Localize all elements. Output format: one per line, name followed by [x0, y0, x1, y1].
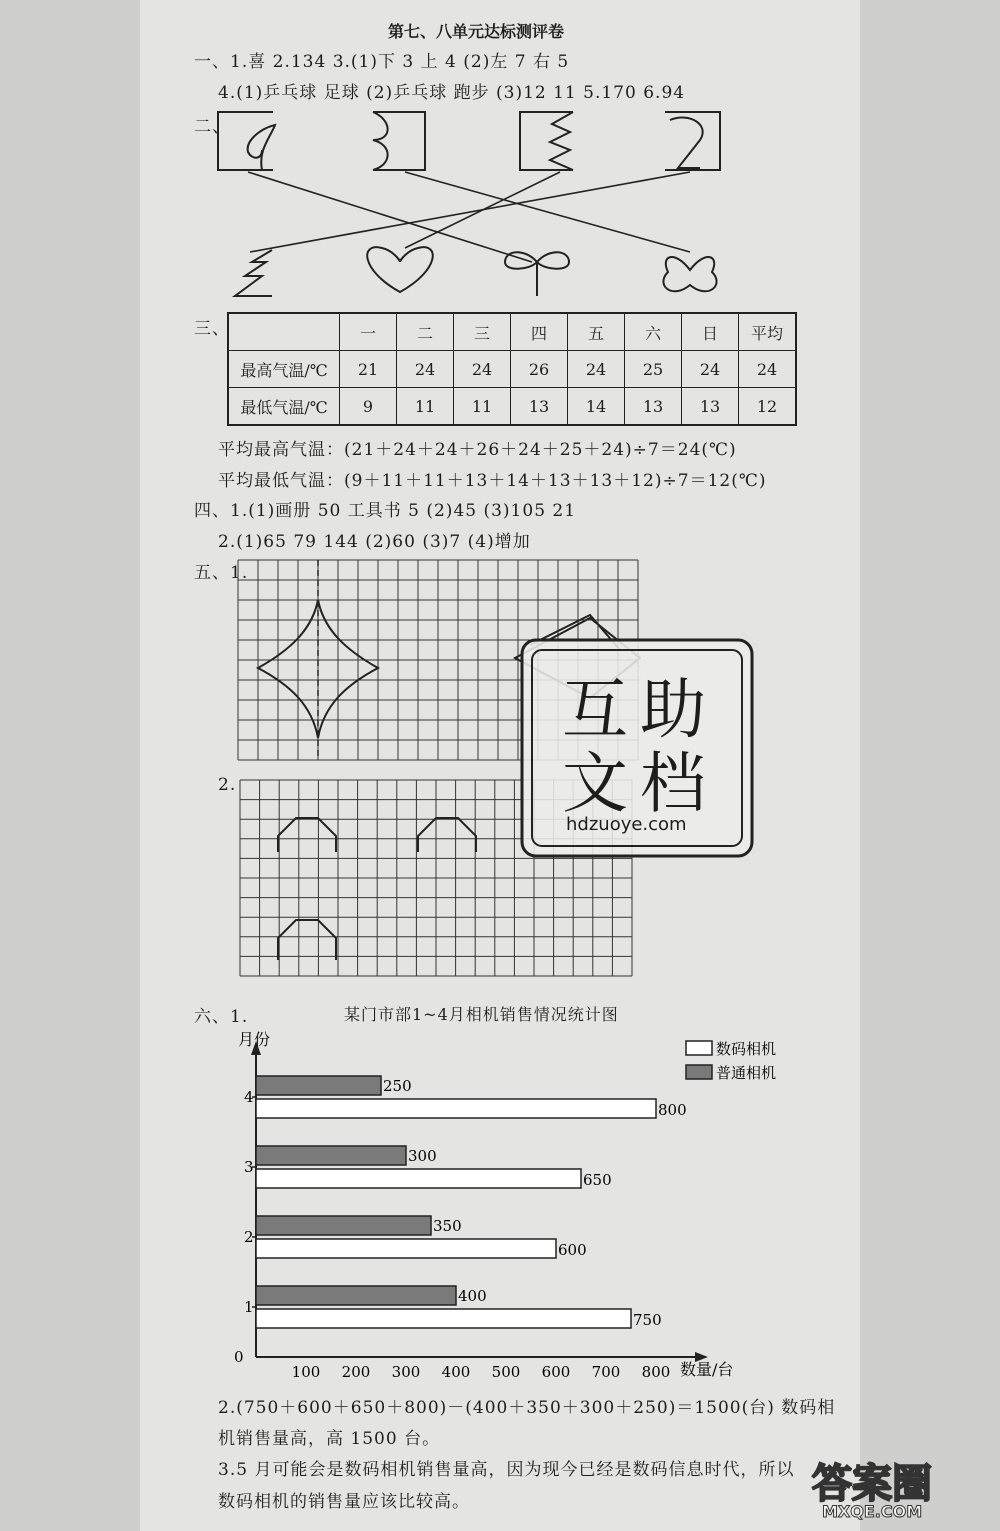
sec6-q2-line1: 2.(750＋600＋650＋800)－(400＋350＋300＋250)＝1500(台) 数码相 [218, 1398, 836, 1418]
corner-logo-text: 答案圈 [812, 1461, 932, 1507]
data-label: 300 [408, 1147, 437, 1165]
sec3-calc-low: 平均最低气温：(9＋11＋11＋13＋14＋13＋13＋12)÷7＝12(℃) [218, 471, 767, 491]
table-cell: 21 [340, 351, 397, 388]
table-header-cell: 六 [625, 313, 682, 351]
table-cell: 24 [397, 351, 454, 388]
house-shape-2 [418, 818, 476, 852]
bar-ordinary [256, 1146, 406, 1165]
watermark-char-3: 文 [562, 745, 628, 822]
bar-ordinary [256, 1286, 456, 1305]
x-tick-label: 700 [591, 1363, 621, 1381]
x-tick-label: 500 [491, 1363, 521, 1381]
sec3-calc-high: 平均最高气温：(21＋24＋24＋26＋24＋25＋24)÷7＝24(℃) [218, 440, 737, 460]
x-tick-label: 100 [291, 1363, 321, 1381]
sec6-q3-line2: 数码相机的销售量应该比较高。 [218, 1492, 470, 1512]
y-axis-label: 月份 [238, 1030, 271, 1049]
chart-title: 某门市部1~4月相机销售情况统计图 [344, 1005, 619, 1024]
table-header-cell: 二 [397, 313, 454, 351]
legend-swatch [686, 1065, 712, 1079]
watermark-url: hdzuoye.com [566, 814, 687, 835]
table-header-cell: 平均 [739, 313, 797, 351]
category-label: 1 [244, 1298, 254, 1316]
sec4-line2: 2.(1)65 79 144 (2)60 (3)7 (4)增加 [218, 532, 531, 552]
bar-digital [256, 1239, 556, 1258]
page-title: 第七、八单元达标测评卷 [388, 22, 565, 41]
watermark-char-1: 互 [562, 671, 628, 748]
table-header-cell: 日 [682, 313, 739, 351]
sec6-label: 六、1. [194, 1007, 249, 1027]
table-cell: 9 [340, 388, 397, 426]
table-cell: 24 [454, 351, 511, 388]
category-label: 4 [244, 1088, 254, 1106]
data-label: 650 [583, 1171, 612, 1189]
table-cell: 13 [682, 388, 739, 426]
category-label: 2 [244, 1228, 254, 1246]
sec6-q3-line1: 3.5 月可能会是数码相机销售量高，因为现今已经是数码信息时代，所以 [218, 1460, 795, 1480]
data-label: 350 [433, 1217, 462, 1235]
data-label: 400 [458, 1287, 487, 1305]
house-shape-3 [278, 920, 336, 960]
data-label: 600 [558, 1241, 587, 1259]
sec5-label1: 五、1. [194, 563, 249, 583]
sec1-line1: 一、1.喜 2.134 3.(1)下 3 上 4 (2)左 7 右 5 [194, 52, 570, 72]
legend-swatch [686, 1041, 712, 1055]
bar-chart [200, 1025, 800, 1385]
bar-ordinary [256, 1216, 431, 1235]
x-tick-label: 300 [391, 1363, 421, 1381]
corner-logo [812, 1452, 992, 1526]
table-cell: 14 [568, 388, 625, 426]
bar-ordinary [256, 1076, 381, 1095]
watermark-char-4: 档 [640, 745, 706, 822]
sec6-q2-line2: 机销售量高，高 1500 台。 [218, 1429, 441, 1449]
bar-digital [256, 1169, 581, 1188]
sec3-label: 三、 [194, 319, 230, 339]
sec4-line1: 四、1.(1)画册 50 工具书 5 (2)45 (3)105 21 [194, 501, 577, 521]
table-cell: 11 [454, 388, 511, 426]
zero-label: 0 [234, 1348, 244, 1366]
house-shape-1 [278, 818, 336, 852]
bar-digital [256, 1309, 631, 1328]
table-cell: 26 [511, 351, 568, 388]
x-tick-label: 400 [441, 1363, 471, 1381]
table-cell: 最高气温/℃ [228, 351, 340, 388]
data-label: 250 [383, 1077, 412, 1095]
corner-logo-url: MXQE.COM [822, 1502, 923, 1521]
watermark-stamp [518, 636, 756, 860]
table-cell: 12 [739, 388, 797, 426]
data-label: 750 [633, 1311, 662, 1329]
sec1-line2: 4.(1)乒乓球 足球 (2)乒乓球 跑步 (3)12 11 5.170 6.94 [218, 83, 686, 103]
table-header-cell: 三 [454, 313, 511, 351]
watermark-char-2: 助 [640, 671, 706, 748]
x-tick-label: 200 [341, 1363, 371, 1381]
table-cell: 24 [682, 351, 739, 388]
legend-label: 数码相机 [716, 1040, 777, 1058]
sec2-label: 二、 [194, 117, 230, 137]
table-header-cell: 四 [511, 313, 568, 351]
x-tick-label: 600 [541, 1363, 571, 1381]
table-cell: 25 [625, 351, 682, 388]
x-tick-label: 800 [641, 1363, 671, 1381]
table-cell: 最低气温/℃ [228, 388, 340, 426]
data-label: 800 [658, 1101, 687, 1119]
legend-label: 普通相机 [716, 1064, 777, 1082]
table-cell: 13 [625, 388, 682, 426]
x-axis-label: 数量/台 [680, 1360, 734, 1379]
table-header-cell: 一 [340, 313, 397, 351]
table-cell: 13 [511, 388, 568, 426]
sec5-label2: 2. [218, 775, 237, 795]
category-label: 3 [244, 1158, 254, 1176]
bar-digital [256, 1099, 656, 1118]
table-cell: 11 [397, 388, 454, 426]
table-cell: 24 [568, 351, 625, 388]
table-header-cell: 五 [568, 313, 625, 351]
table-cell: 24 [739, 351, 797, 388]
